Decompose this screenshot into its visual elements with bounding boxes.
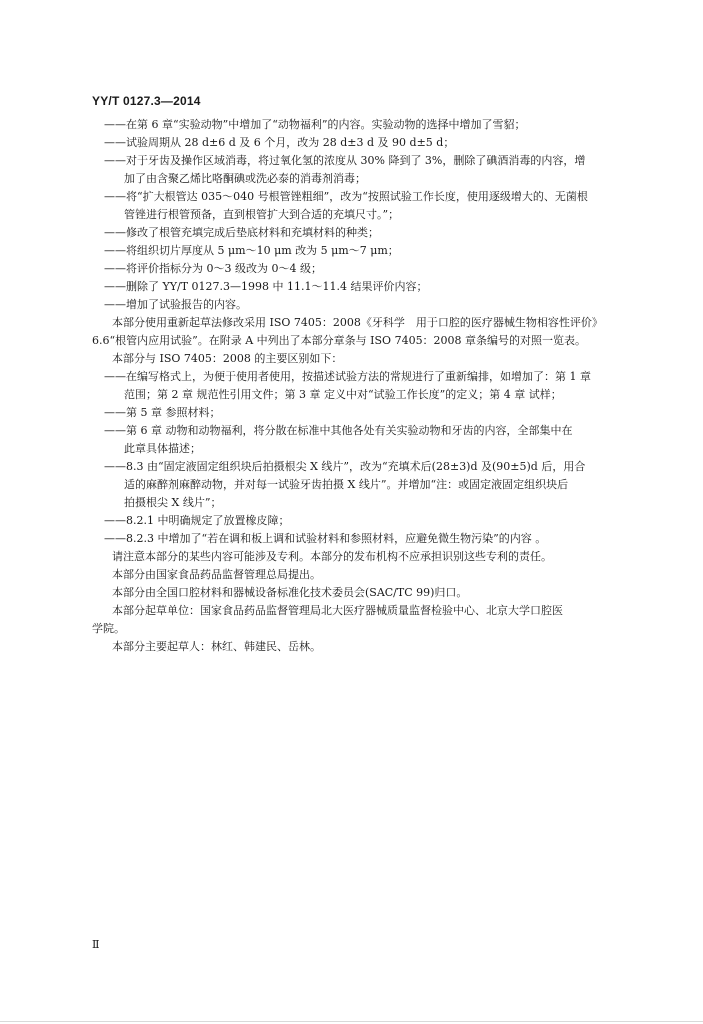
text-line: 加了由含聚乙烯比咯酮碘或洗必泰的消毒剂消毒； [124,172,366,185]
standard-number: YY/T 0127.3—2014 [92,94,201,108]
text-line: ——在第 6 章“实验动物”中增加了“动物福利”的内容。实验动物的选择中增加了雪貂； [104,118,526,131]
text-line: 拍摄根尖 X 线片”； [124,496,222,509]
text-line: 此章具体描述； [124,442,201,455]
text-line: 适的麻醉剂麻醉动物，并对每一试验牙齿拍摄 X 线片”。并增加“注：或固定液固定组织块后 [124,478,569,491]
text-line: 本部分由国家食品药品监督管理总局提出。 [112,568,321,581]
text-line: ——将组织切片厚度从 5 μm～10 μm 改为 5 μm～7 μm； [104,244,399,257]
text-line: 本部分主要起草人：林红、韩建民、岳林。 [112,640,321,653]
text-line: 本部分起草单位：国家食品药品监督管理局北大医疗器械质量监督检验中心、北京大学口腔医 [112,604,563,617]
text-line: 本部分由全国口腔材料和器械设备标准化技术委员会(SAC/TC 99)归口。 [112,586,468,599]
text-line: ——第 5 章 参照材料； [104,406,221,419]
text-line: ——第 6 章 动物和动物福利，将分散在标准中其他各处有关实验动物和牙齿的内容，全部集中在 [104,424,573,437]
text-line: 范围；第 2 章 规范性引用文件；第 3 章 定义中对“试验工作长度”的定义；第 4 章 试样； [124,388,562,401]
text-line: 学院。 [92,622,125,635]
text-line: 请注意本部分的某些内容可能涉及专利。本部分的发布机构不应承担识别这些专利的责任。 [112,550,552,563]
text-line: ——8.2.3 中增加了“若在调和板上调和试验材料和参照材料，应避免微生物污染”的内容 。 [104,532,547,545]
text-line: ——8.3 由“固定液固定组织块后拍摄根尖 X 线片”，改为“充填术后(28±3)d 及(90±5)d 后，用合 [104,460,586,473]
text-line: ——增加了试验报告的内容。 [104,298,247,311]
foreword-body [92,116,652,656]
text-line: ——修改了根管充填完成后垫底材料和充填材料的种类； [104,226,379,239]
text-line: ——8.2.1 中明确规定了放置橡皮障； [104,514,290,527]
page-number: Ⅱ [92,938,100,951]
text-line: 本部分与 ISO 7405：2008 的主要区别如下： [112,352,343,365]
text-line: 本部分使用重新起草法修改采用 ISO 7405：2008《牙科学 用于口腔的医疗器械生物相容性评价》 [112,316,603,329]
text-line: ——试验周期从 28 d±6 d 及 6 个月，改为 28 d±3 d 及 90 d±5 d； [104,136,455,149]
text-line: 管锉进行根管预备，直到根管扩大到合适的充填尺寸。”； [124,208,400,221]
text-line: ——将评价指标分为 0～3 级改为 0～4 级； [104,262,322,275]
text-line: ——对于牙齿及操作区域消毒，将过氧化氢的浓度从 30% 降到了 3%，删除了碘酒消毒的内容，增 [104,154,586,167]
text-line: ——删除了 YY/T 0127.3—1998 中 11.1～11.4 结果评价内容； [104,280,428,293]
text-line: 6.6“根管内应用试验”。在附录 A 中列出了本部分章条与 ISO 7405：2008 章条编号的对照一览表。 [92,334,587,347]
page-bottom-rule [0,1021,703,1022]
text-line: ——在编写格式上，为便于使用者使用，按描述试验方法的常规进行了重新编排，如增加了：第 1 章 [104,370,591,383]
text-line: ——将“扩大根管达 035～040 号根管锉粗细”，改为“按照试验工作长度，使用逐级增大的、无菌根 [104,190,588,203]
